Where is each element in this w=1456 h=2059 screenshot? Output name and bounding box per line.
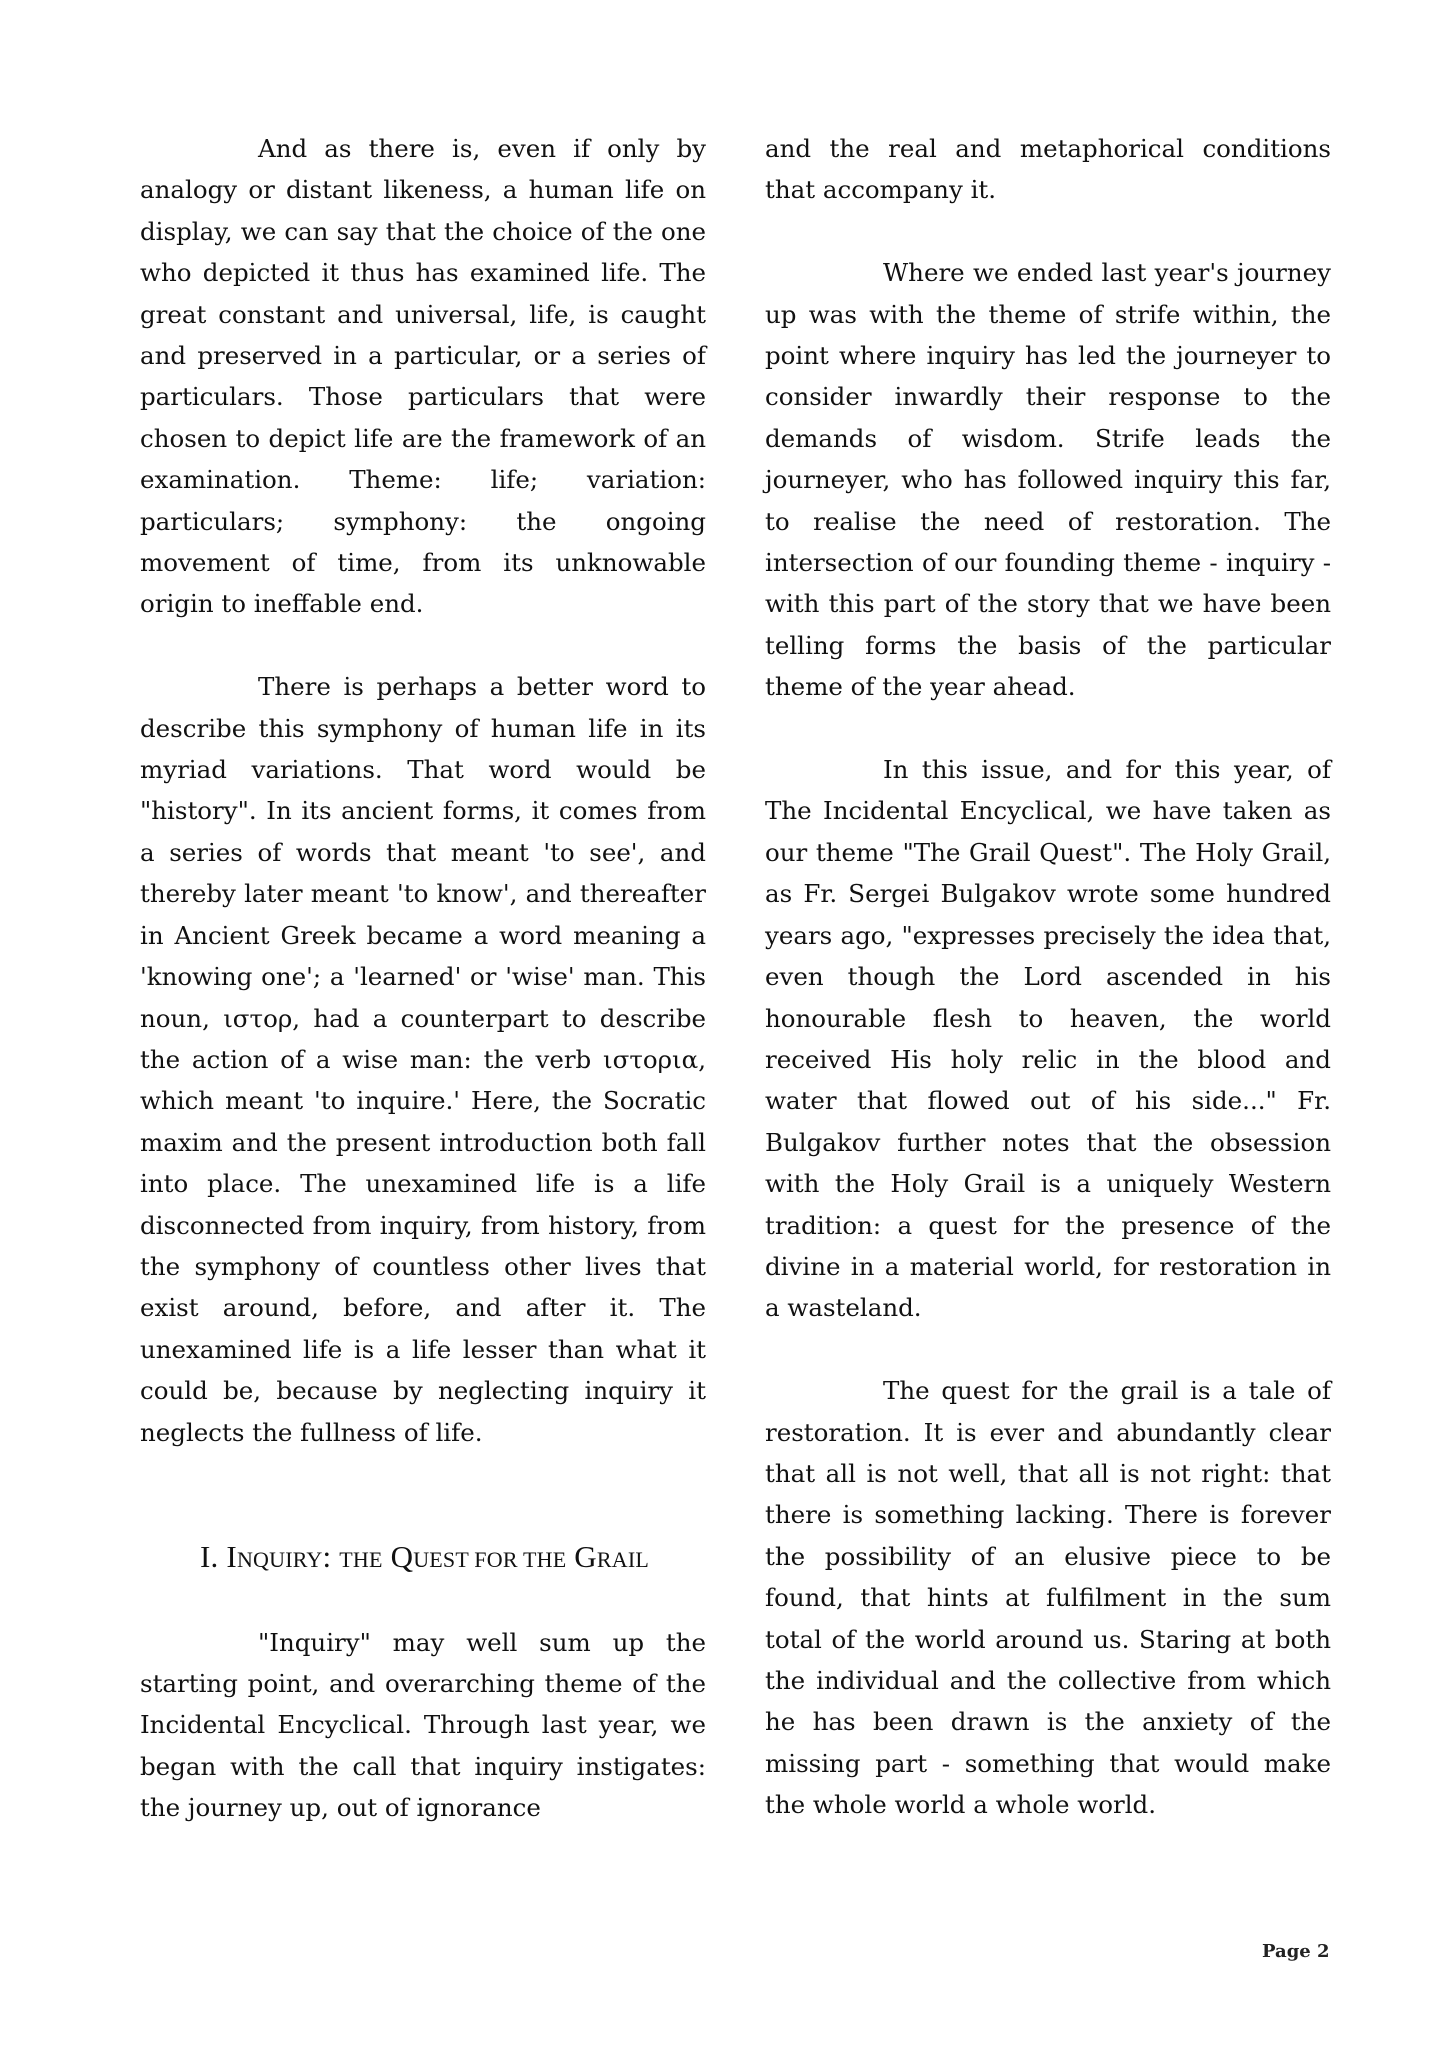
paragraph-spacer: [765, 708, 1331, 749]
paragraph-spacer: [140, 625, 706, 666]
paragraph-continuation: and the real and metaphorical conditions that accompany it.: [765, 134, 1331, 205]
paragraph-restoration: The quest for the grail is a tale of restoration. It is ever and abundantly clear that all is not well, that all is not right: that there is something lacking. There is forever the possibility of an elusive piece to be found, that hints at fulfilment in the sum total of the world around us. Staring at both the individual and the collective from which he has been drawn is the anxiety of the missing part - something that would make the whole world a whole world.: [765, 1376, 1331, 1820]
left-column: [140, 128, 706, 1829]
paragraph-history: There is perhaps a better word to describe this symphony of human life in its myriad variations. That word would be "history". In its ancient forms, it comes from a series of words that meant 'to see', and thereby later meant 'to know', and thereafter in Ancient Greek became a word meaning a 'knowing one'; a 'learned' or 'wise' man. This noun, ιστορ, had a counterpart to describe the action of a wise man: the verb ιστορια, which meant 'to inquire.' Here, the Socratic maxim and the present introduction both fall into place. The unexamined life is a life disconnected from inquiry, from history, from the symphony of countless other lives that exist around, before, and after it. The unexamined life is a life lesser than what it could be, because by neglecting inquiry it neglects the fullness of life.: [140, 672, 706, 1447]
paragraph-life-on-display: And as there is, even if only by analogy or distant likeness, a human life on display, we can say that the choice of the one who depicted it thus has examined life. The great constant and universal, life, is caught and preserved in a particular, or a series of particulars. Those particulars that were chosen to depict life are the framework of an examination. Theme: life; variation: particulars; symphony: the ongoing movement of time, from its unknowable origin to ineffable end.: [140, 134, 706, 619]
heading-smallcaps-the: THE: [339, 1546, 383, 1572]
heading-prefix: I. I: [200, 1538, 237, 1574]
heading-separator: :: [322, 1538, 340, 1574]
paragraph-inquiry: "Inquiry" may well sum up the starting point, and overarching theme of the Incidental Encyclical. Through last year, we began with the call that inquiry instigates: the journey up, out of ignorance: [140, 1627, 706, 1823]
heading-separator: Q: [382, 1538, 414, 1574]
heading-smallcaps-grail: RAIL: [596, 1546, 650, 1572]
paragraph-spacer: [140, 1580, 706, 1621]
section-heading: [140, 1536, 706, 1580]
heading-separator: G: [566, 1538, 597, 1574]
paragraph-spacer: [765, 211, 1331, 252]
paragraph-grail-quest-theme: In this issue, and for this year, of The Incidental Encyclical, we have taken as our theme "The Grail Quest". The Holy Grail, as Fr. Sergei Bulgakov wrote some hundred years ago, "expresses precisely the idea that, even though the Lord ascended in his honourable flesh to heaven, the world received His holy relic in the blood and water that flowed out of his side..." Fr. Bulgakov further notes that the obsession with the Holy Grail is a uniquely Western tradition: a quest for the presence of the divine in a material world, for restoration in a wasteland.: [765, 755, 1331, 1323]
heading-smallcaps-quest: UEST FOR THE: [413, 1546, 567, 1572]
paragraph-strife-within: Where we ended last year's journey up was with the theme of strife within, the point where inquiry has led the journeyer to consider inwardly their response to the demands of wisdom. Strife leads the journeyer, who has followed inquiry this far, to realise the need of restoration. The intersection of our founding theme - inquiry - with this part of the story that we have been telling forms the basis of the particular theme of the year ahead.: [765, 258, 1331, 702]
paragraph-spacer: [140, 1494, 706, 1535]
paragraph-spacer: [140, 1453, 706, 1494]
right-column: [765, 128, 1331, 1826]
page-number: Page 2: [1262, 1941, 1330, 1962]
paragraph-spacer: [765, 1329, 1331, 1370]
heading-smallcaps-inquiry: NQUIRY: [236, 1546, 323, 1572]
